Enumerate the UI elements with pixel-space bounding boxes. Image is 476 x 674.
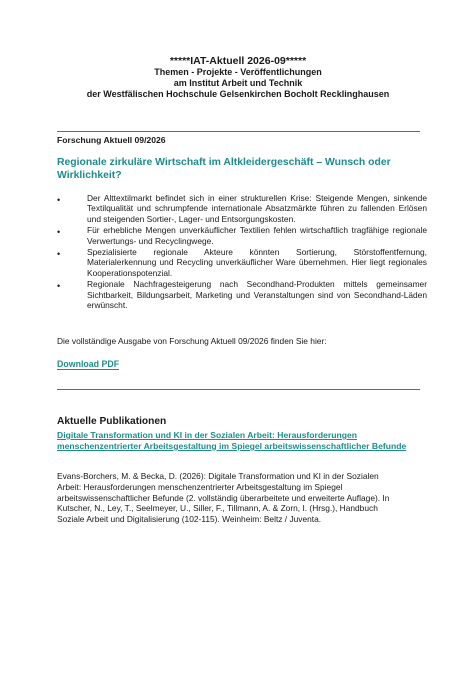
bullet-icon: • bbox=[57, 195, 61, 205]
list-item bbox=[57, 193, 427, 224]
bullet-list bbox=[57, 193, 427, 310]
header-topics-line: Themen - Projekte - Veröffentlichungen bbox=[154, 67, 322, 77]
bullet-text: Regionale Nachfragesteigerung nach Secondhand-Produkten mittels gemeinsamer Sichtbarkeit, Bildungsarbeit, Marketing und Veranstaltungen sind von Secondhand-Läden erwünscht. bbox=[87, 279, 427, 311]
publications-heading: Aktuelle Publikationen bbox=[57, 416, 167, 427]
publication-citation: Evans-Borchers, M. & Becka, D. (2026): Digitale Transformation und KI in der Sozialen Arbeit: Herausforderungen menschenzentrierter Arbeitsgestaltung im Spiegel arbeitswissenschaftlicher Befunde (2. vollständig überarbeitete und erweiterte Auflage). In Kutscher, N., Ley, T., Seelmeyer, U., Siller, F., Tillmann, A. & Zorn, I. (Hrsg.), Handbuch Soziale Arbeit und Digitalisierung (102-115). Weinheim: Beltz / Juventa. bbox=[57, 471, 390, 525]
list-item bbox=[57, 247, 427, 278]
newsletter-title: *****IAT-Aktuell 2026-09***** bbox=[169, 55, 307, 67]
bullet-text: Spezialisierte regionale Akteure könnten Sortierung, Störstoffentfernung, Materialerkennung und Recycling unverkäuflicher Ware übernehmen. Hier liegt regionales Kooperationspotenzial. bbox=[87, 247, 427, 278]
bullet-icon: • bbox=[57, 227, 61, 238]
bullet-text: Der Alttextilmarkt befindet sich in einer strukturellen Krise: Steigende Mengen, sinkende Textilqualität und schrumpfende internationale Absatzmärkte führen zu fallenden Erlösen und steigenden Sortier-, Lager- und Entsorgungskosten. bbox=[87, 193, 427, 224]
list-item bbox=[57, 279, 427, 310]
bullet-text: Für erhebliche Mengen unverkäuflicher Textilien fehlen wirtschaftlich tragfähige regionale Verwertungs- und Recyclingwege. bbox=[87, 225, 427, 246]
publication-title-link[interactable]: Digitale Transformation und KI in der Sozialen Arbeit: Herausforderungen menschenzentrierter Arbeitsgestaltung im Spiegel arbeitswissenschaftlicher Befunde bbox=[57, 430, 407, 451]
section-label: Forschung Aktuell 09/2026 bbox=[57, 135, 166, 145]
bullet-icon: • bbox=[57, 281, 61, 292]
header-institute-line: am Institut Arbeit und Technik bbox=[173, 78, 303, 88]
header-university-line: der Westfälischen Hochschule Gelsenkirchen Bocholt Recklinghausen bbox=[86, 89, 390, 99]
list-item bbox=[57, 225, 427, 246]
article-headline: Regionale zirkuläre Wirtschaft im Altkleidergeschäft – Wunsch oder Wirklichkeit? bbox=[57, 157, 391, 181]
divider-top bbox=[57, 131, 420, 132]
divider-bottom bbox=[57, 389, 420, 390]
full-issue-text: Die vollständige Ausgabe von Forschung Aktuell 09/2026 finden Sie hier: bbox=[57, 336, 327, 346]
bullet-icon: • bbox=[57, 249, 61, 260]
download-pdf-link[interactable]: Download PDF bbox=[57, 359, 120, 369]
newsletter-header bbox=[0, 55, 476, 100]
